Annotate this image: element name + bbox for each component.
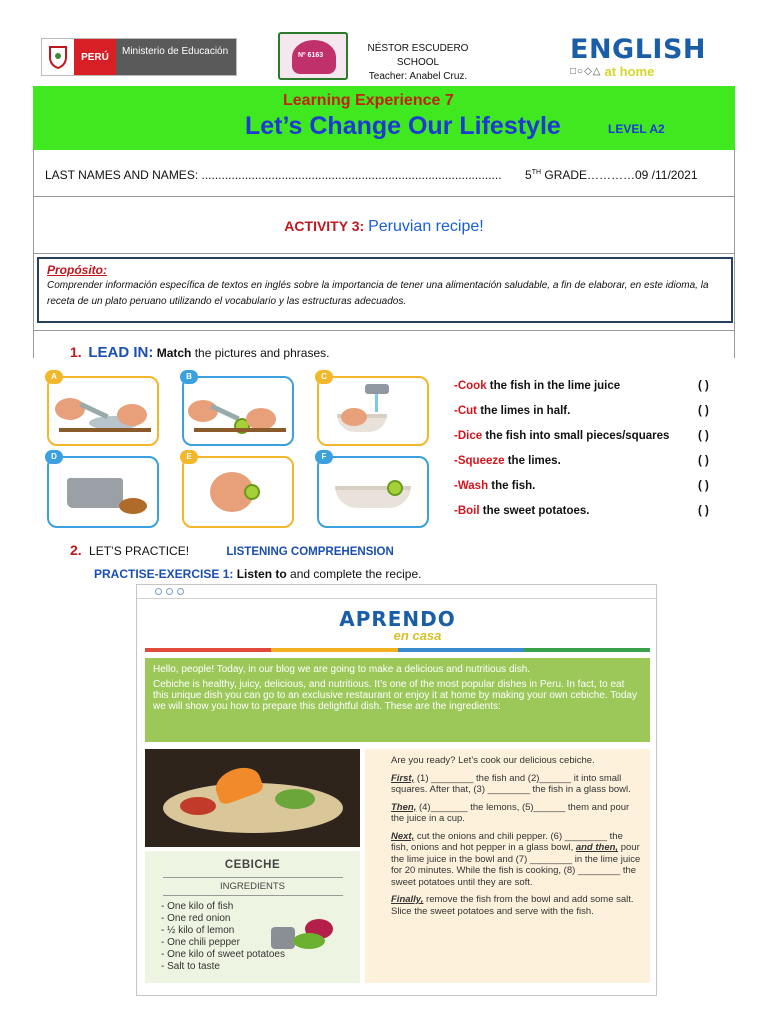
practice-label: LET’S PRACTICE! bbox=[89, 544, 190, 558]
onion-icon bbox=[180, 797, 216, 815]
phrase-item bbox=[454, 380, 740, 392]
phrase-item bbox=[454, 405, 740, 417]
section-number: 2. bbox=[70, 542, 82, 558]
ingredients-list bbox=[161, 901, 285, 973]
ministry-label: Ministerio de Educación bbox=[116, 39, 236, 75]
activity-label: ACTIVITY 3: bbox=[284, 218, 365, 234]
grade-field[interactable] bbox=[525, 168, 635, 182]
phrase-text: the fish into small pieces/squares bbox=[482, 430, 670, 442]
phrase-verb: Cook bbox=[457, 380, 487, 392]
lead-in-match: Match bbox=[156, 346, 192, 360]
recipe-panel bbox=[136, 584, 657, 996]
lime-icon bbox=[293, 933, 325, 949]
ingredient-item: - Salt to taste bbox=[161, 961, 220, 972]
step-connector: and then, bbox=[575, 842, 619, 853]
lettuce-icon bbox=[275, 789, 315, 809]
aprendo-subtitle: en casa bbox=[393, 628, 442, 643]
hand-icon bbox=[117, 404, 147, 426]
lesson-title: Let’s Change Our Lifestyle bbox=[245, 112, 561, 140]
phrase-text: the sweet potatoes. bbox=[479, 505, 590, 517]
ingredients-card-title: CEBICHE bbox=[224, 859, 281, 871]
picture-c bbox=[317, 372, 429, 446]
phrase-text: the fish in the lime juice bbox=[486, 380, 621, 392]
phrase-dash: - bbox=[454, 480, 458, 492]
picture-letter: F bbox=[315, 450, 333, 464]
picture-d bbox=[47, 452, 159, 528]
ingredient-item: - One chili pepper bbox=[161, 937, 240, 948]
step-text: pour the lime juice in the bowl and (7) ________ in the lime juice for 20 minutes. While the fish is cooking, (8) ________ the sweet potatoes until they are soft. bbox=[391, 842, 641, 888]
step-text: remove the fish from the bowl and add some salt. Slice the sweet potatoes and serve with the fish. bbox=[391, 894, 634, 917]
purpose-text: Comprender información específica de textos en inglés sobre la importancia de tener una alimentación saludable, a fin de elaborar, en este idioma, la receta de un plato peruano utilizando el vocabulario y las estructuras adecuados. bbox=[47, 280, 709, 307]
answer-blank[interactable]: ( ) bbox=[698, 480, 709, 492]
english-at-home-logo bbox=[570, 36, 710, 79]
ingredients-card bbox=[145, 851, 360, 983]
picture-letter: C bbox=[315, 370, 333, 384]
school-badge-number: Nº 6163 bbox=[298, 52, 324, 59]
intro-paragraph: Hello, people! Today, in our blog we are going to make a delicious and nutritious dish. bbox=[153, 664, 531, 675]
date-label: 09 /11/2021 bbox=[635, 168, 698, 182]
phrase-text: the limes in half. bbox=[477, 405, 571, 417]
picture-letter: E bbox=[180, 450, 198, 464]
sweet-potato-icon bbox=[119, 498, 147, 514]
step-text: cut the onions and chili pepper. (6) ________ the fish, onions and hot pepper in a glass bowl, bbox=[391, 830, 623, 853]
phrase-verb: Dice bbox=[457, 430, 483, 442]
exercise-text: and complete the recipe. bbox=[286, 567, 422, 581]
phrase-text: the limes. bbox=[504, 455, 561, 467]
answer-blank[interactable]: ( ) bbox=[698, 505, 709, 517]
water-icon bbox=[375, 394, 378, 412]
divider bbox=[33, 330, 735, 331]
step-lead: Next, bbox=[391, 830, 415, 842]
eah-subtitle: at home bbox=[604, 64, 655, 79]
level-label: LEVEL A2 bbox=[608, 122, 665, 136]
peru-label: PERÚ bbox=[74, 39, 116, 75]
window-dot-icon bbox=[177, 588, 184, 595]
phrase-item bbox=[454, 505, 740, 517]
step-lead: Then, bbox=[391, 801, 417, 813]
aprendo-title: APRENDO bbox=[339, 607, 456, 631]
picture-b bbox=[182, 372, 294, 446]
stripe bbox=[398, 648, 524, 652]
phrase-text: the fish. bbox=[488, 480, 536, 492]
answer-blank[interactable]: ( ) bbox=[698, 380, 709, 392]
divider bbox=[163, 877, 343, 878]
title-banner bbox=[33, 86, 735, 150]
step-lead: First, bbox=[391, 772, 415, 784]
cebiche-photo bbox=[145, 749, 360, 847]
listening-comprehension-label: LISTENING COMPREHENSION bbox=[226, 546, 394, 558]
hand-icon bbox=[341, 408, 367, 426]
answer-blank[interactable]: ( ) bbox=[698, 405, 709, 417]
picture-letter: D bbox=[45, 450, 63, 464]
step-1 bbox=[391, 773, 642, 796]
peru-shield-icon bbox=[42, 39, 74, 75]
window-dot-icon bbox=[166, 588, 173, 595]
phrase-dash: - bbox=[454, 505, 458, 517]
phrase-item bbox=[454, 430, 740, 442]
lead-in-instruction: the pictures and phrases. bbox=[191, 346, 330, 360]
ministry-logo bbox=[41, 38, 237, 76]
divider bbox=[33, 196, 735, 197]
phrase-item bbox=[454, 480, 740, 492]
learning-experience-title: Learning Experience 7 bbox=[283, 92, 454, 109]
picture-letter: B bbox=[180, 370, 198, 384]
names-field[interactable]: LAST NAMES AND NAMES: .......................................................................................... bbox=[45, 168, 502, 182]
step-lead: Finally, bbox=[391, 894, 424, 905]
divider bbox=[33, 253, 735, 254]
purpose-title: Propósito: bbox=[47, 263, 107, 277]
step-4 bbox=[391, 894, 642, 917]
grade-dots: GRADE………… bbox=[541, 168, 636, 182]
picture-a bbox=[47, 372, 159, 446]
step-text: (1) ________ the fish and (2)______ it into small squares. After that, (3) ________ the fish in a glass bowl. bbox=[391, 772, 631, 795]
section-number: 1. bbox=[70, 344, 82, 360]
page-header bbox=[33, 28, 735, 86]
ingredient-item: - One kilo of sweet potatoes bbox=[161, 949, 285, 960]
teacher-name: Teacher: Anabel Cruz. bbox=[368, 71, 468, 82]
hand-icon bbox=[188, 400, 218, 422]
exercise-listen: Listen to bbox=[233, 567, 287, 581]
exercise-instruction bbox=[94, 567, 421, 581]
phrase-verb: Wash bbox=[457, 480, 489, 492]
phrase-dash: - bbox=[454, 430, 458, 442]
lime-icon bbox=[387, 480, 403, 496]
salt-shaker-icon bbox=[271, 927, 295, 949]
stripe bbox=[524, 648, 650, 652]
blog-intro bbox=[145, 658, 650, 742]
lime-icon bbox=[244, 484, 260, 500]
ingredient-item: - One red onion bbox=[161, 913, 231, 924]
picture-letter: A bbox=[45, 370, 63, 384]
divider bbox=[163, 895, 343, 896]
eah-title: ENGLISH bbox=[570, 34, 706, 65]
school-info bbox=[353, 42, 483, 84]
stripe bbox=[145, 648, 271, 652]
exercise-label: PRACTISE-EXERCISE 1: bbox=[94, 567, 234, 581]
phrase-dash: - bbox=[454, 380, 458, 392]
phrase-item bbox=[454, 455, 740, 467]
lead-in-heading bbox=[70, 344, 329, 361]
step-text: (4)_______ the lemons, (5)______ them and pour the juice in a cup. bbox=[391, 801, 630, 824]
practice-heading bbox=[70, 542, 394, 558]
hand-icon bbox=[246, 408, 276, 430]
cutting-board-icon bbox=[194, 428, 286, 432]
cutting-board-icon bbox=[59, 428, 151, 432]
window-topbar bbox=[137, 585, 656, 599]
pot-icon bbox=[67, 478, 123, 508]
phrase-dash: - bbox=[454, 405, 458, 417]
steps-intro: Are you ready? Let’s cook our delicious cebiche. bbox=[391, 755, 595, 766]
step-3 bbox=[391, 831, 642, 889]
eah-subline bbox=[570, 64, 710, 79]
picture-f bbox=[317, 452, 429, 528]
activity-heading bbox=[0, 218, 768, 236]
ingredient-item: - ½ kilo of lemon bbox=[161, 925, 235, 936]
faucet-icon bbox=[365, 384, 389, 394]
lead-in-title: LEAD IN: bbox=[88, 344, 154, 361]
recipe-steps bbox=[365, 749, 650, 983]
grade-suffix: TH bbox=[531, 169, 542, 176]
picture-e bbox=[182, 452, 294, 528]
answer-blank[interactable]: ( ) bbox=[698, 430, 709, 442]
phrase-verb: Cut bbox=[457, 405, 478, 417]
purpose-box bbox=[37, 257, 733, 323]
stripe bbox=[271, 648, 397, 652]
color-stripes bbox=[145, 648, 650, 652]
school-badge bbox=[278, 32, 348, 80]
phrase-verb: Squeeze bbox=[457, 455, 505, 467]
school-name: NÉSTOR ESCUDERO SCHOOL bbox=[367, 43, 469, 68]
grade-number: 5 bbox=[525, 168, 532, 182]
intro-paragraph: Cebiche is healthy, juicy, delicious, and nutritious. It’s one of the most popular dishes in Peru. In fact, to eat this unique dish you can go to an exclusive restaurant or enjoy it at home by making your own cebiche. Today we will show you how to prepare this delightful dish. These are the ingredients: bbox=[153, 679, 637, 712]
ingredients-card-subtitle: INGREDIENTS bbox=[220, 881, 285, 892]
step-2 bbox=[391, 802, 642, 825]
ingredient-item: - One kilo of fish bbox=[161, 901, 234, 912]
aprendo-en-casa-logo bbox=[137, 609, 658, 643]
activity-title: Peruvian recipe! bbox=[368, 218, 484, 235]
answer-blank[interactable]: ( ) bbox=[698, 455, 709, 467]
shapes-icon: □○◇△ bbox=[570, 66, 602, 77]
phrase-dash: - bbox=[454, 455, 458, 467]
window-dot-icon bbox=[155, 588, 162, 595]
phrase-verb: Boil bbox=[457, 505, 480, 517]
